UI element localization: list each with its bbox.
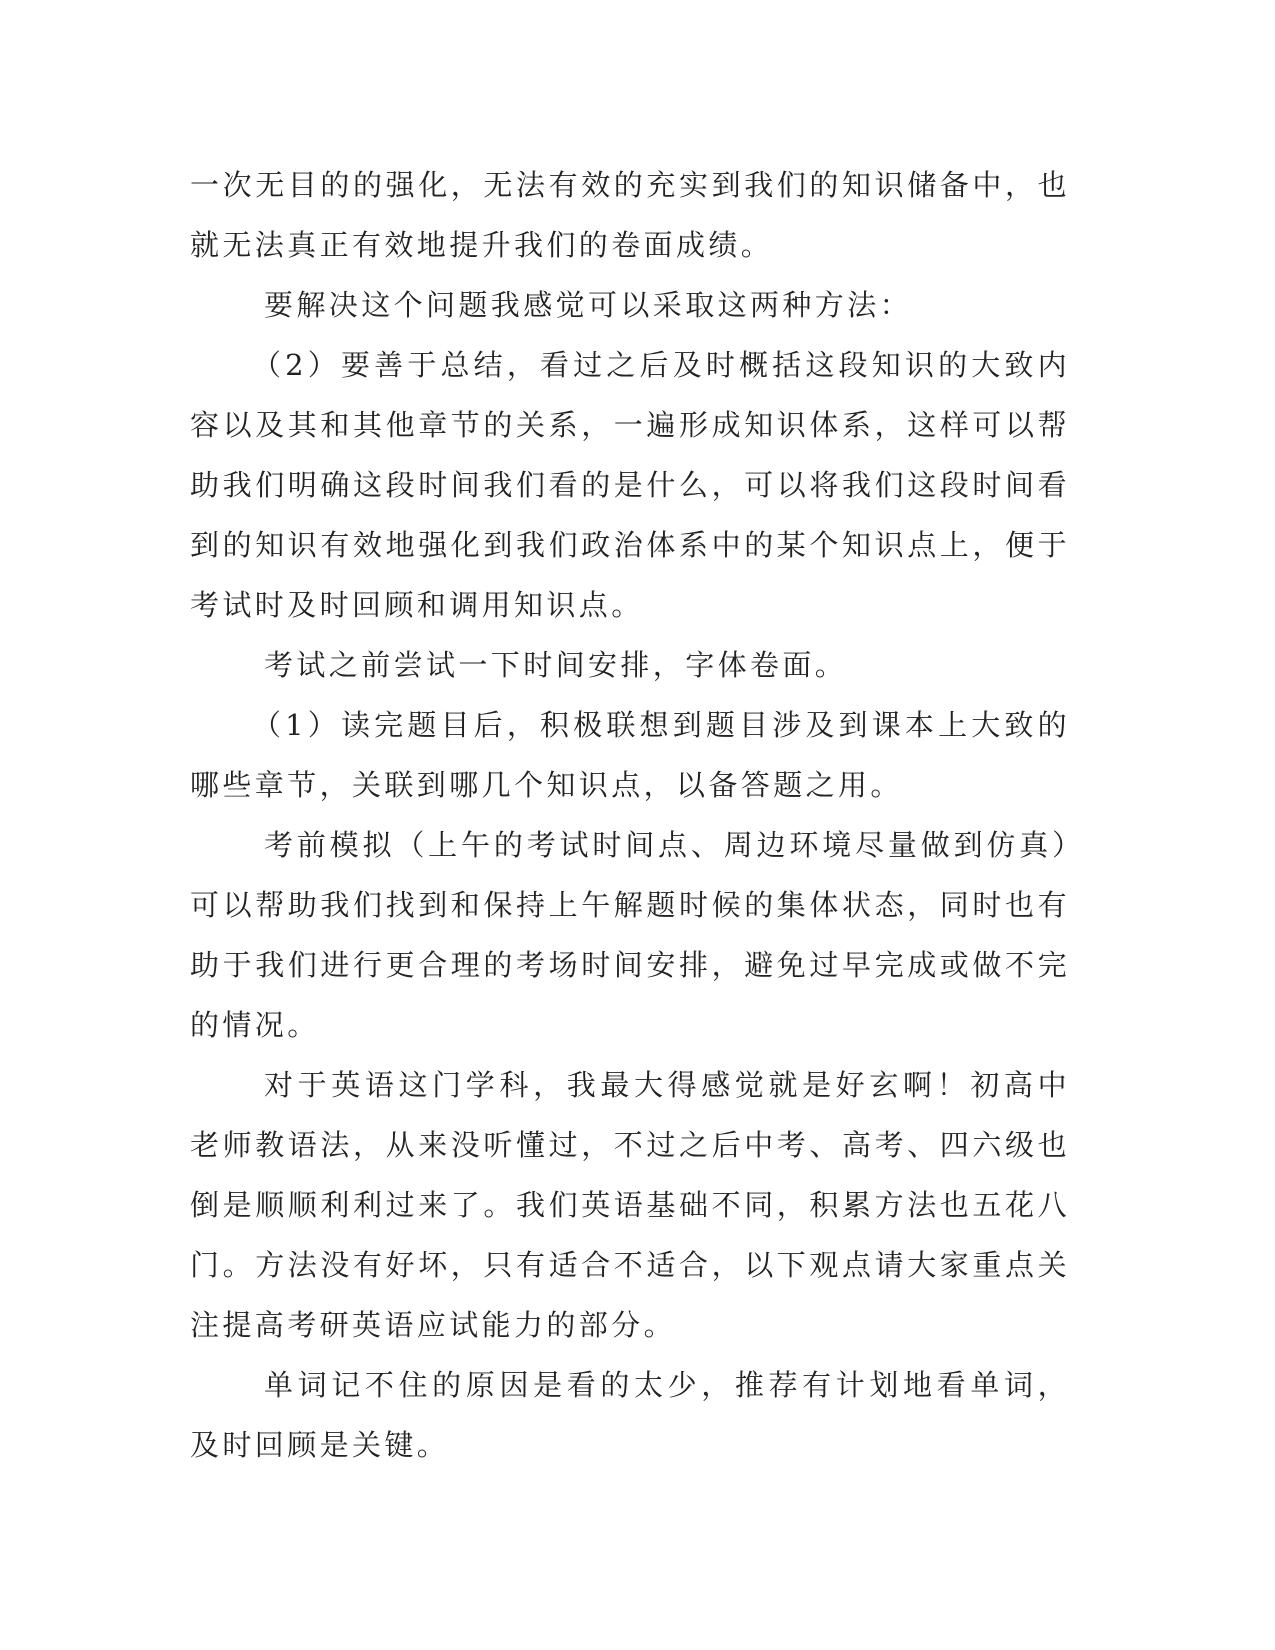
paragraph-solution-intro: 要解决这个问题我感觉可以采取这两种方法： (264, 288, 913, 322)
document-body (190, 155, 1070, 1475)
paragraph-exam-prep: 考试之前尝试一下时间安排，字体卷面。 (264, 648, 848, 682)
paragraph-method-2: （2）要善于总结，看过之后及时概括这段知识的大致内容以及其和其他章节的关系，一遍形成知识体系，这样可以帮助我们明确这段时间我们看的是什么，可以将我们这段时间看到的知识有效地强化到我们政治体系中的某个知识点上，便于考试时及时回顾和调用知识点。 (190, 348, 1070, 622)
paragraph-mock-exam: 考前模拟（上午的考试时间点、周边环境尽量做到仿真）可以帮助我们找到和保持上午解题时候的集体状态，同时也有助于我们进行更合理的考场时间安排，避免过早完成或做不完的情况。 (190, 828, 1070, 1042)
paragraph-english: 对于英语这门学科，我最大得感觉就是好玄啊！初高中老师教语法，从来没听懂过，不过之后中考、高考、四六级也倒是顺顺利利过来了。我们英语基础不同，积累方法也五花八门。方法没有好坏，只有适合不适合，以下观点请大家重点关注提高考研英语应试能力的部分。 (190, 1068, 1070, 1342)
paragraph-method-1: （1）读完题目后，积极联想到题目涉及到课本上大致的哪些章节，关联到哪几个知识点，以备答题之用。 (190, 708, 1070, 802)
paragraph-continuation: 一次无目的的强化，无法有效的充实到我们的知识储备中，也就无法真正有效地提升我们的卷面成绩。 (190, 168, 1070, 262)
paragraph-vocabulary: 单词记不住的原因是看的太少，推荐有计划地看单词，及时回顾是关键。 (190, 1368, 1070, 1462)
